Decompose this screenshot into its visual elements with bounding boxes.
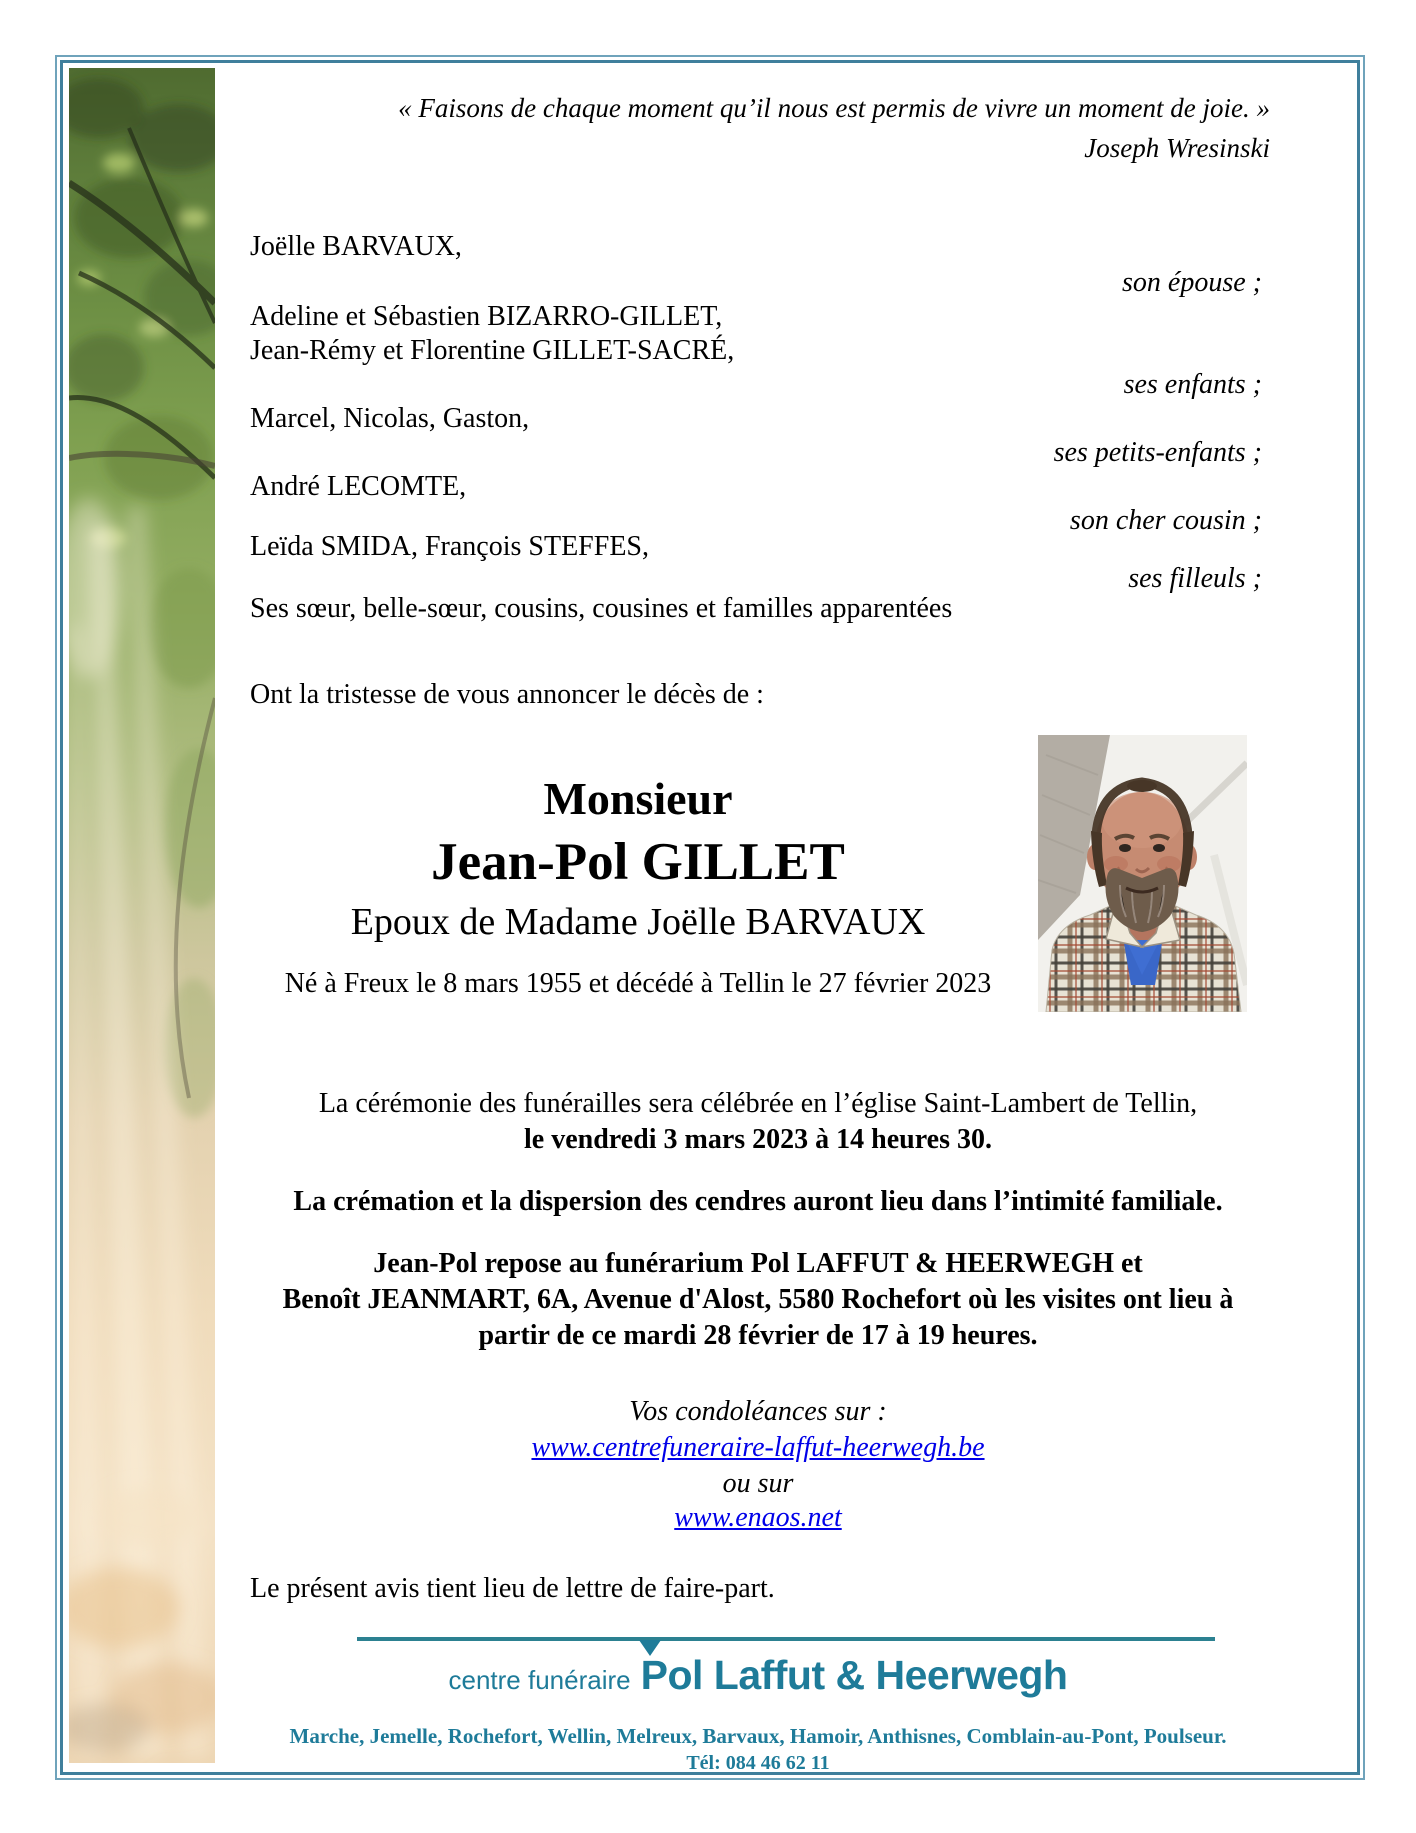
repose-line: Benoît JEANMART, 6A, Avenue d'Alost, 5580 Rochefort où les visites ont lieu à [282,1284,1234,1315]
family-name: Joëlle BARVAUX, [250,231,462,262]
deceased-title: Monsieur [543,773,733,824]
repose-line: partir de ce mardi 28 février de 17 à 19 heures. [478,1320,1038,1351]
family-name: André LECOMTE, [250,471,467,502]
family-closing-line: Ses sœur, belle-sœur, cousins, cousines et familles apparentées [250,593,953,624]
quote-text: « Faisons de chaque moment qu’il nous est permis de vivre un moment de joie. » [398,93,1270,123]
notice-line: Le présent avis tient lieu de lettre de faire-part. [250,1573,775,1604]
condolences-separator: ou sur [722,1468,794,1499]
forest-strip-photo [69,68,215,1763]
brand-prefix: centre funéraire [448,1665,631,1695]
family-name: Leïda SMIDA, François STEFFES, [250,531,649,562]
footer-divider [357,1637,1215,1641]
repose-line: Jean-Pol repose au funérarium Pol LAFFUT & HEERWEGH et [373,1248,1143,1279]
funeral-home-logo [215,1652,1301,1699]
ceremony-line: La cérémonie des funérailles sera célébrée en l’église Saint-Lambert de Tellin, [318,1088,1198,1119]
portrait-photo [1038,735,1247,1012]
family-relation: son cher cousin ; [1069,505,1262,536]
condolences-label: Vos condoléances sur : [629,1396,887,1427]
deceased-spouse-line: Epoux de Madame Joëlle BARVAUX [350,901,926,943]
family-relation: ses filleuls ; [1128,563,1262,594]
family-relation: ses petits-enfants ; [1053,437,1262,468]
brand-triangle-icon [639,1640,661,1656]
announcement-intro: Ont la tristesse de vous annoncer le décès de : [250,679,764,710]
deceased-birth-death: Né à Freux le 8 mars 1955 et décédé à Tellin le 27 février 2023 [284,968,992,999]
ceremony-date: le vendredi 3 mars 2023 à 14 heures 30. [524,1124,992,1155]
family-name: Jean-Rémy et Florentine GILLET-SACRÉ, [250,335,735,366]
family-relation: son épouse ; [1122,267,1262,298]
condolences-link-enaos[interactable]: www.enaos.net [674,1502,842,1533]
quote-author: Joseph Wresinski [1084,133,1270,163]
condolences-link-funeraire[interactable]: www.centrefuneraire-laffut-heerwegh.be [531,1432,985,1463]
family-relation: ses enfants ; [1123,369,1262,400]
family-name: Adeline et Sébastien BIZARRO-GILLET, [250,301,723,332]
quote-block [300,88,1270,168]
family-name: Marcel, Nicolas, Gaston, [250,403,530,434]
brand-name: Pol Laffut & Heerwegh [640,1652,1068,1698]
deceased-name: Jean-Pol GILLET [431,833,845,891]
footer-cities: Marche, Jemelle, Rochefort, Wellin, Melreux, Barvaux, Hamoir, Anthisnes, Comblain-au-Pont, Poulseur. [289,1724,1227,1748]
cremation-line: La crémation et la dispersion des cendres auront lieu dans l’intimité familiale. [293,1186,1223,1217]
footer-phone: Tél: 084 46 62 11 [686,1752,830,1774]
